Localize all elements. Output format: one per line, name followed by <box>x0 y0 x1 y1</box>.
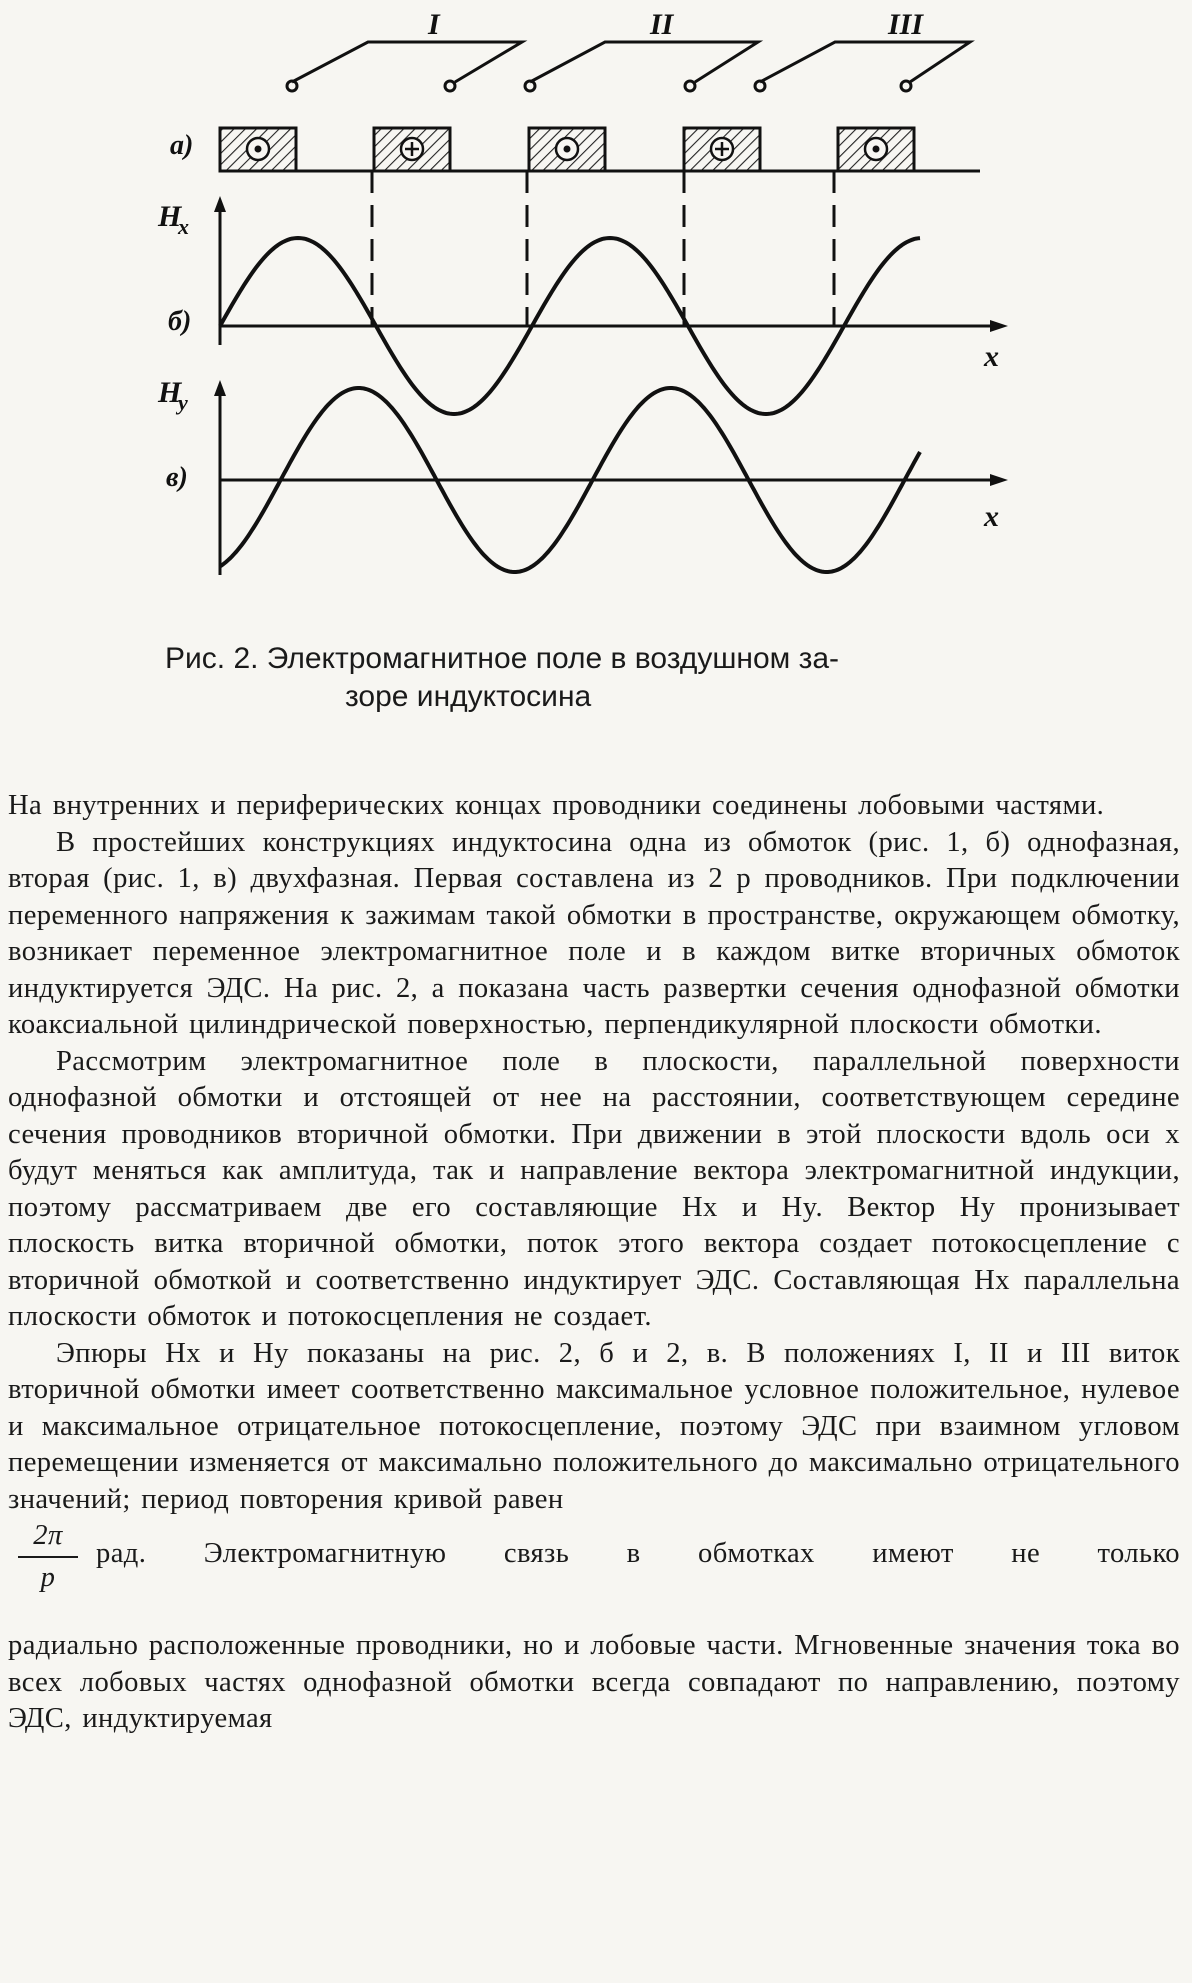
terminal <box>525 81 535 91</box>
x-axis-label-2: x <box>984 500 999 533</box>
fraction-line <box>8 1518 1180 1628</box>
hy-axis-label <box>157 376 188 415</box>
terminal <box>287 81 297 91</box>
paragraph-1: На внутренних и периферических концах проводники соединены лобовыми частями. <box>8 790 1105 821</box>
row-label-a: а) <box>170 130 194 161</box>
body-text <box>8 788 1180 1738</box>
caption-line-2: зоре индуктосина <box>345 680 592 713</box>
turn-1 <box>292 42 522 82</box>
figure-electromagnetic-field <box>0 0 1192 600</box>
svg-text:H: H <box>158 200 182 233</box>
svg-text:y: y <box>178 390 188 415</box>
caption-line-1: Рис. 2. Электромагнитное поле в воздушном за- <box>165 642 840 675</box>
figure-caption <box>165 640 1015 716</box>
paragraph-4: Эпюры Hx и Hy показаны на рис. 2, б и 2, в. В положениях I, II и III виток вторичной обмотки имеет соответственно максимальное условное положительное, нулевое и максимальное отрицательное потокосцепление, поэтому ЭДС при взаимном угловом перемещении изменяется от максимально положительного до максимально отрицательного значений; период повторения кривой равен <box>8 1337 1180 1515</box>
hy-arrow <box>990 474 1008 486</box>
position-label-2: II <box>650 8 674 41</box>
fraction-bar <box>18 1556 78 1558</box>
paragraph-4-continuation: рад. Электромагнитную связь в обмотках имеют не только <box>96 1538 1180 1569</box>
conductors <box>220 128 914 171</box>
terminal <box>445 81 455 91</box>
terminal <box>755 81 765 91</box>
dot-mark <box>873 146 880 153</box>
x-axis-label-1: x <box>984 340 999 373</box>
turn-2 <box>530 42 758 82</box>
paragraph-2: В простейших конструкциях индуктосина одна из обмоток (рис. 1, б) однофазная, вторая (рис. 1, в) двухфазная. Первая составлена из 2 р проводников. При подключении переменного напряжения к зажимам такой обмотки в пространстве, окружающем обмотку, возникает переменное электромагнитное поле и в каждом витке вторичных обмоток индуктируется ЭДС. На рис. 2, а показана часть развертки сечения однофазной обмотки коаксиальной цилиндрической поверхностью, перпендикулярной плоскости обмотки. <box>8 826 1180 1040</box>
row-label-c: в) <box>166 462 188 493</box>
turn-3 <box>760 42 970 82</box>
secondary-turns <box>287 42 970 91</box>
fraction-denominator: p <box>40 1562 56 1593</box>
hy-axis-arrow <box>214 380 226 396</box>
paragraph-5: радиально расположенные проводники, но и лобовые части. Мгновенные значения тока во всех лобовых частях однофазной обмотки всегда совпадают по направлению, поэтому ЭДС, индуктируемая <box>8 1630 1180 1734</box>
row-label-b: б) <box>168 306 192 337</box>
svg-text:H: H <box>158 376 182 409</box>
hx-axis-label <box>157 200 189 239</box>
position-label-1: I <box>428 8 440 41</box>
dot-mark <box>255 146 262 153</box>
position-lines <box>372 171 834 326</box>
terminal <box>901 81 911 91</box>
hx-axis-arrow <box>214 196 226 212</box>
fraction-2pi-over-p <box>18 1518 78 1596</box>
fraction-numerator: 2π <box>33 1520 63 1551</box>
hx-arrow <box>990 320 1008 332</box>
svg-text:x: x <box>178 214 189 239</box>
position-label-3: III <box>888 8 924 41</box>
paragraph-3: Рассмотрим электромагнитное поле в плоскости, параллельной поверхности однофазной обмотки и отстоящей от нее на расстоянии, соответствующем середине сечения проводников вторичной обмотки. При движении в этой плоскости вдоль оси x будут меняться как амплитуда, так и направление вектора электромагнитной индукции, поэтому рассматриваем две его составляющие Hx и Hy. Вектор Hy пронизывает плоскость витка вторичной обмотки, поток этого вектора создает потокосцепление с вторичной обмоткой и соответственно индуктирует ЭДС. Составляющая Hx параллельна плоскости обмоток и потокосцепления не создает. <box>8 1045 1180 1332</box>
terminal <box>685 81 695 91</box>
dot-mark <box>564 146 571 153</box>
